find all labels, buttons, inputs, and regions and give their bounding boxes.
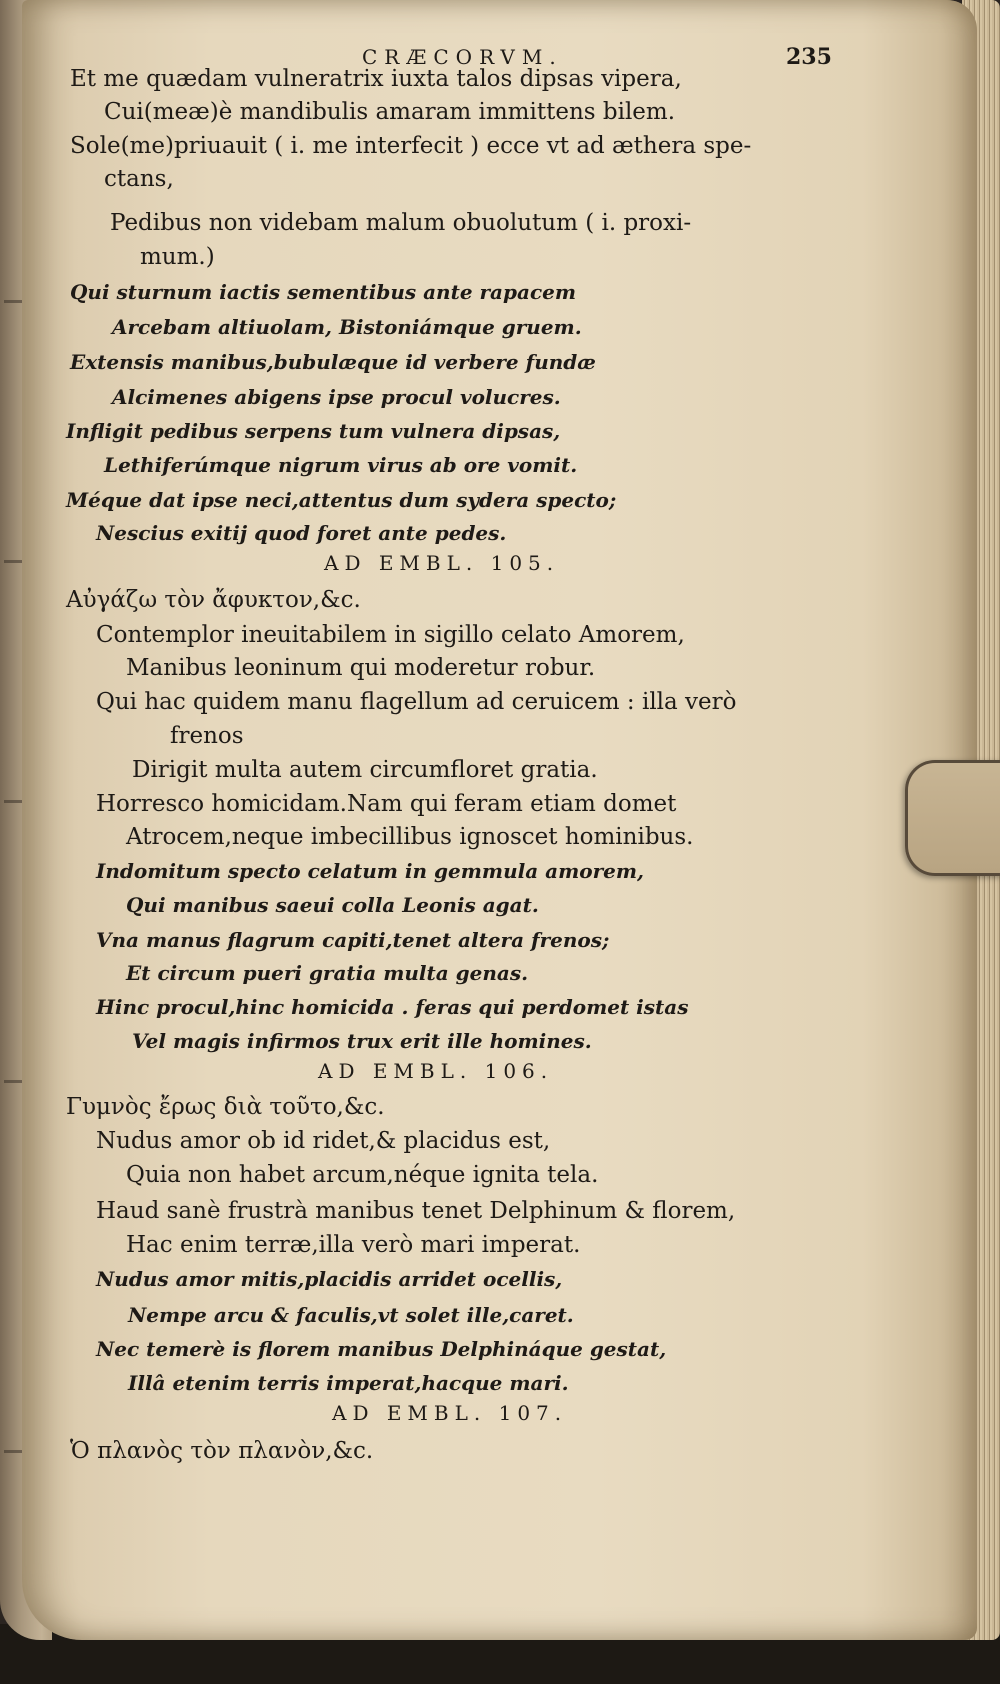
- verse-line: Vna manus flagrum capiti,tenet altera frenos;: [96, 928, 610, 952]
- text-line: Et me quædam vulneratrix iuxta talos dipsas vipera,: [70, 66, 682, 92]
- text-line: Manibus leoninum qui moderetur robur.: [126, 655, 596, 681]
- verse-line: Arcebam altiuolam, Bistoniámque gruem.: [112, 315, 582, 339]
- text-line: Pedibus non videbam malum obuolutum ( i. proxi-: [110, 210, 692, 236]
- text-line: frenos: [170, 723, 244, 749]
- verse-line: Vel magis infirmos trux erit ille homines.: [132, 1029, 592, 1053]
- text-line: Quia non habet arcum,néque ignita tela.: [126, 1162, 599, 1188]
- verse-line: Et circum pueri gratia multa genas.: [126, 961, 529, 985]
- verse-line: Qui sturnum iactis sementibus ante rapacem: [70, 280, 577, 304]
- page-number: 235: [786, 44, 832, 70]
- verse-line: Nescius exitij quod foret ante pedes.: [96, 521, 507, 545]
- text-line: Atrocem,neque imbecillibus ignoscet hominibus.: [126, 824, 694, 850]
- text-line: Cui(meæ)è mandibulis amaram immittens bilem.: [104, 99, 676, 125]
- text-line: Haud sanè frustrà manibus tenet Delphinum & florem,: [96, 1198, 736, 1224]
- verse-line: Nec temerè is florem manibus Delphináque gestat,: [96, 1337, 667, 1361]
- verse-line: Qui manibus saeui colla Leonis agat.: [126, 893, 539, 917]
- text-line: Dirigit multa autem circumfloret gratia.: [132, 757, 598, 783]
- text-line: Ὁ πλανὸς τὸν πλανὸν,&c.: [70, 1438, 374, 1464]
- section-heading: AD EMBL. 107.: [332, 1401, 568, 1425]
- verse-line: Indomitum specto celatum in gemmula amorem,: [96, 859, 644, 883]
- verse-line: Lethiferúmque nigrum virus ab ore vomit.: [104, 453, 578, 477]
- text-line: Sole(me)priuauit ( i. me interfecit ) ecce vt ad æthera spe-: [70, 133, 752, 159]
- verse-line: Nempe arcu & faculis,vt solet ille,caret.: [128, 1303, 574, 1327]
- running-head: CRÆCORVM.: [362, 45, 563, 69]
- verse-line: Illâ etenim terris imperat,hacque mari.: [128, 1371, 569, 1395]
- text-line: Horresco homicidam.Nam qui feram etiam domet: [96, 791, 677, 817]
- verse-line: Méque dat ipse neci,attentus dum sydera specto;: [66, 488, 617, 512]
- text-line: Contemplor ineuitabilem in sigillo celato Amorem,: [96, 622, 685, 648]
- verse-line: Extensis manibus,bubulæque id verbere fundæ: [70, 350, 596, 374]
- book-clasp: [905, 760, 1000, 876]
- text-line: Αὐγάζω τὸν ἄφυκτον,&c.: [66, 587, 361, 613]
- verse-line: Alcimenes abigens ipse procul volucres.: [112, 385, 561, 409]
- verse-line: Hinc procul,hinc homicida . feras qui perdomet istas: [96, 995, 689, 1019]
- verse-line: Nudus amor mitis,placidis arridet ocellis,: [96, 1267, 563, 1291]
- section-heading: AD EMBL. 105.: [324, 551, 560, 575]
- text-line: Qui hac quidem manu flagellum ad ceruicem : illa verò: [96, 689, 737, 715]
- verse-line: Infligit pedibus serpens tum vulnera dipsas,: [66, 419, 561, 443]
- section-heading: AD EMBL. 106.: [318, 1059, 554, 1083]
- text-line: Hac enim terræ,illa verò mari imperat.: [126, 1232, 581, 1258]
- text-line: Γυμνὸς ἔρως διὰ τοῦτο,&c.: [66, 1094, 385, 1120]
- text-line: Nudus amor ob id ridet,& placidus est,: [96, 1128, 551, 1154]
- text-line: mum.): [140, 244, 215, 270]
- text-line: ctans,: [104, 166, 174, 192]
